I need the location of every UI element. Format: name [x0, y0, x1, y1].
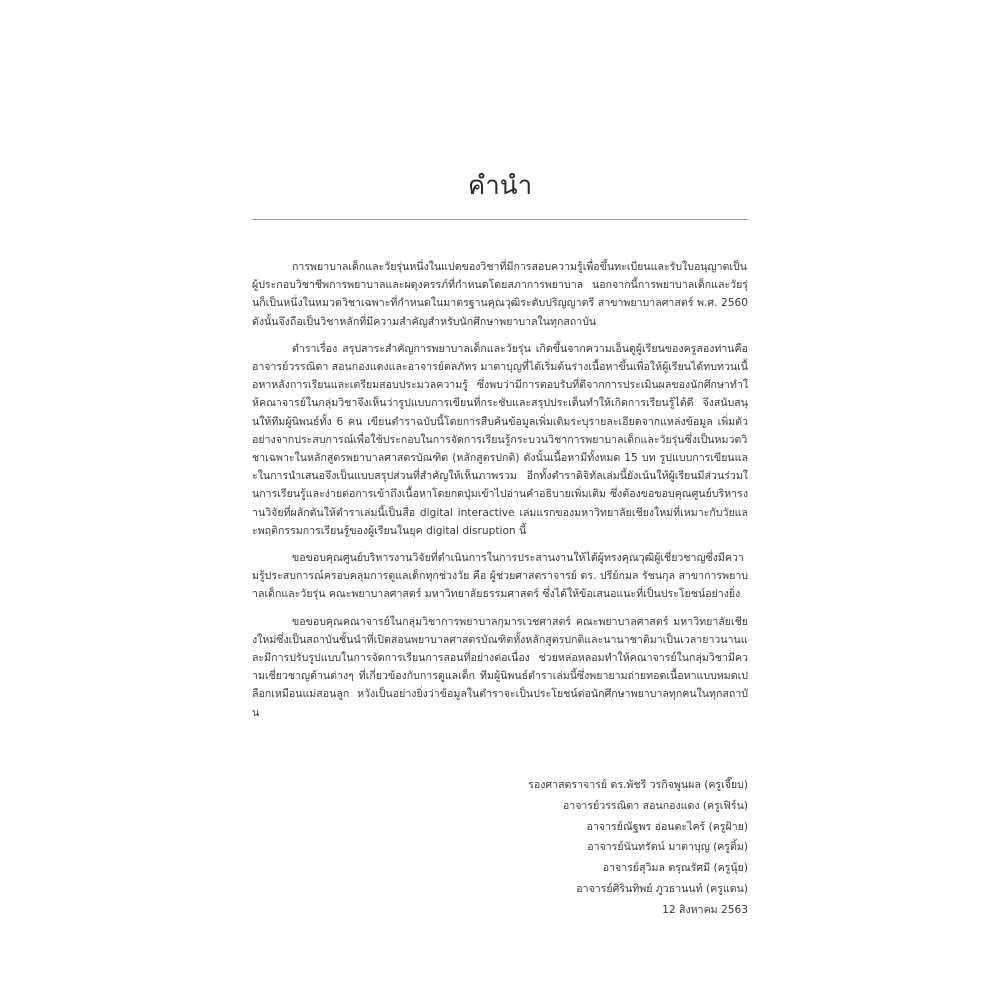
page-title: คำนำ	[467, 171, 533, 201]
paragraph-4: ขอขอบคุณคณาจารย์ในกลุ่มวิชาการพยาบาลกุมารเวชศาสตร์ คณะพยาบาลศาสตร์ มหาวิทยาลัยเชียงใหม่ซึ่งเป็นสถาบันชั้นนำที่เปิดสอนพยาบาลศาสตรบัณฑิตทั้งหลักสูตรปกติและนานาชาติมาเป็นเวลายาวนานและมีการปรับรูปแบบในการจัดการเรียนการสอนที่อย่างต่อเนื่อง ช่วยหล่อหลอมทำให้คณาจารย์ในกลุ่มวิชามีความเชี่ยวชาญด้านต่างๆ ที่เกี่ยวข้องกับการดูแลเด็ก ทีมผู้นิพนธ์ตำราเล่มนี้ซึ่งพยายามถ่ายทอดเนื้อหาแบบหมดเปลือกเหมือนแม่สอนลูก หวังเป็นอย่างยิ่งว่าข้อมูลในตำราจะเป็นประโยชน์ต่อนักศึกษาพยาบาลทุกคนในทุกสถาบัน	[252, 615, 748, 719]
signature-block	[452, 775, 748, 921]
signature-line: อาจารย์นันทรัตน์ มาตาบุญ (ครูติ้ม)	[587, 841, 748, 854]
signature-line: อาจารย์ศิรินทิพย์ ภูวธานนท์ (ครูแดน)	[576, 882, 748, 895]
paragraph-1: การพยาบาลเด็กและวัยรุ่นหนึ่งในแปดของวิชาที่มีการสอบความรู้เพื่อขึ้นทะเบียนและรับใบอนุญาตเป็นผู้ประกอบวิชาชีพการพยาบาลและผดุงครรภ์ที่กำหนดโดยสภาการพยาบาล นอกจากนี้การพยาบาลเด็กและวัยรุ่นก็เป็นหนึ่งในหมวดวิชาเฉพาะที่กำหนดในมาตรฐานคุณวุฒิระดับปริญญาตรี สาขาพยาบาลศาสตร์ พ.ศ. 2560 ดังนั้นจึงถือเป็นวิชาหลักที่มีความสำคัญสำหรับนักศึกษาพยาบาลในทุกสถาบัน	[252, 261, 748, 328]
paragraph-2: ตำราเรื่อง สรุปสาระสำคัญการพยาบาลเด็กและวัยรุ่น เกิดขึ้นจากความเอ็นดูผู้เรียนของครูสองท่านคือ อาจารย์วรรณิดา สอนกองแดงและอาจารย์ดลภัทร มาตาบุญที่ได้เริ่มต้นร่างเนื้อหาขึ้นเพื่อให้ผู้เรียนได้ทบทวนเนื้อหาหลังการเรียนและเตรียมสอบประมวลความรู้ ซึ่งพบว่ามีการตอบรับที่ดีจากการประเมินผลของนักศึกษาทำให้คณาจารย์ในกลุ่มวิชาจึงเห็นว่ารูปแบบการเขียนที่กระชับและสรุปประเด็นทำให้เกิดการเรียนรู้ได้ดี จึงสนับสนุนให้ทีมผู้นิพนธ์ทั้ง 6 คน เขียนตำราฉบับนี้โดยการสืบค้นข้อมูลเพิ่มเติมระบุรายละเอียดจากแหล่งข้อมูล เพิ่มตัวอย่างจากประสบการณ์เพื่อใช้ประกอบในการจัดการเรียนรู้กระบวนวิชาการพยาบาลเด็กและวัยรุ่นซึ่งเป็นหมวดวิชาเฉพาะในหลักสูตรพยาบาลศาสตรบัณฑิต (หลักสูตรปกติ) ดังนั้นเนื้อหามีทั้งหมด 15 บท รูปแบบการเขียนและในการนำเสนอจึงเป็นแบบสรุปส่วนที่สำคัญให้เห็นภาพรวม อีกทั้งตำราดิจิทัลเล่มนี้ยังเน้นให้ผู้เรียนมีส่วนร่วมในการเรียนรู้และง่ายต่อการเข้าถึงเนื้อหาโดยกดปุ่มเข้าไปอ่านคำอธิบายเพิ่มเติม ซึ่งต้องขอขอบคุณศูนย์บริหารงานวิจัยที่ผลักดันให้ตำราเล่มนี้เป็นสื่อ digital interactive เล่มแรกของมหาวิทยาลัยเชียงใหม่ที่เหมาะกับวัยและพฤติกรรมการเรียนรู้ของผู้เรียนในยุค digital disruption นี้	[252, 342, 748, 537]
paragraph-3: ขอขอบคุณศูนย์บริหารงานวิจัยที่ดำเนินการในการประสานงานให้ได้ผู้ทรงคุณวุฒิผู้เชี่ยวชาญซึ่งมีความรู้ประสบการณ์ครอบคลุมการดูแลเด็กทุกช่วงวัย คือ ผู้ช่วยศาสตราจารย์ ดร. ปรีย์กมล รัชนกุล สาขาการพยาบาลเด็กและวัยรุ่น คณะพยาบาลศาสตร์ มหาวิทยาลัยธรรมศาสตร์ ซึ่งได้ให้ข้อเสนอแนะที่เป็นประโยชน์อย่างยิ่ง	[252, 552, 748, 601]
preface-body	[252, 258, 748, 731]
signature-line: อาจารย์สุวิมล ตรุณรัศมี (ครูนุ้ย)	[602, 862, 748, 875]
title-divider	[252, 219, 748, 220]
signature-line: อาจารย์วรรณิดา สอนกองแดง (ครูเฟิร์น)	[562, 799, 748, 812]
signature-line: อาจารย์ณัฐพร อ่อนตะไคร้ (ครูฝ้าย)	[586, 820, 748, 833]
date-line: 12 สิงหาคม 2563	[662, 903, 748, 916]
signature-line: รองศาสตราจารย์ ดร.พัชรี วรกิจพูนผล (ครูเจี๊ยบ)	[528, 779, 748, 791]
